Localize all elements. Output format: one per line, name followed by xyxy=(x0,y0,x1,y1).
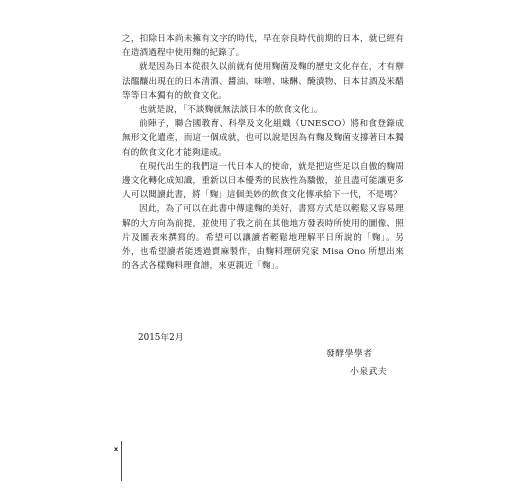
signature-date: 2015年2月 xyxy=(138,333,184,343)
paragraph-unesco: 前陣子，聯合國教育、科學及文化組織（UNESCO）將和食登錄成無形文化遺產，而這一個成就，也可以說是因為有麴及麴菌支撐著日本獨有的飲食文化才能夠達成。 xyxy=(122,119,404,158)
paragraph-key-statement: 也就是說，「不談麴就無法談日本的飲食文化」。 xyxy=(139,105,323,116)
author-title: 發酵學學者 xyxy=(326,349,373,359)
paragraph-mission: 在現代出生的我們這一代日本人的使命，就是把這些足以自傲的麴周邊文化轉化成知識，重新以日本優秀的民族性為驕傲，並且盡可能讓更多人可以閱讀此書，將「麴」這個美妙的飲食文化傳承給下一代，不是嗎？ xyxy=(122,161,404,201)
preface-body xyxy=(122,32,404,273)
page-number: x xyxy=(114,445,119,453)
page-margin-rule xyxy=(121,441,122,481)
paragraph-book-approach: 因此，為了可以在此書中傳達麴的美好，書寫方式是以輕鬆又容易理解的大方向為前提，並使用了我之前在其他地方發表時所使用的圖像、照片及圖表來撰寫的。希望可以讓讀者輕鬆地理解平日所說的「麴」。另外，也希望讀者能透過賣麻製作，由麴料理研究家 Misa Ono 所想出來的各式各樣麴料理食譜，來更親近「麴」。 xyxy=(122,204,404,272)
paragraph-continuation: 之，扣除日本尚未擁有文字的時代，早在奈良時代前期的日本，就已經有在造酒過程中使用麴的紀錄了。 xyxy=(122,34,404,59)
paragraph-koji-history: 就是因為日本從很久以前就有使用麴菌及麴的歷史文化存在，才有辦法醞釀出現在的日本清酒、醬油、味噌、味醂、醃漬物、日本甘酒及米醋等等日本獨有的飲食文化。 xyxy=(122,62,404,101)
author-name: 小泉武夫 xyxy=(350,367,388,377)
